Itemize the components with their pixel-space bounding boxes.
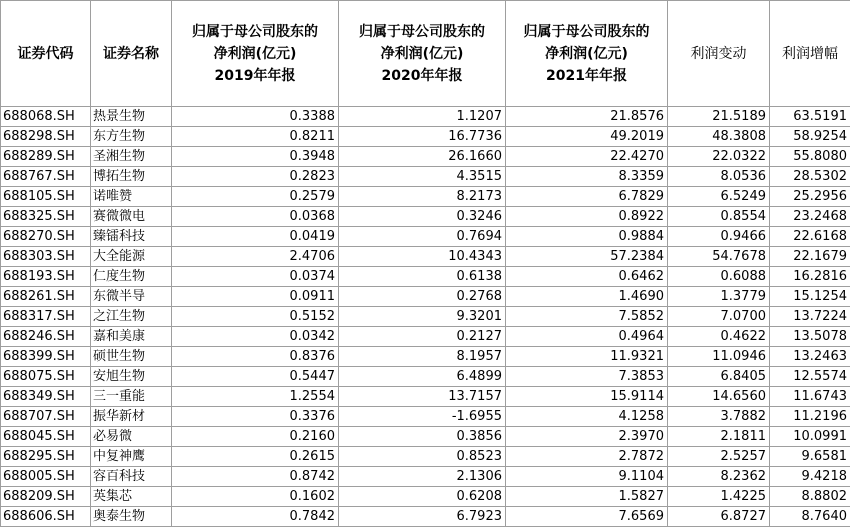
header-profit-2020-line2: 净利润(亿元) bbox=[342, 43, 502, 65]
table-row bbox=[1, 367, 850, 387]
profit-2021-cell: 8.3359 bbox=[506, 167, 668, 187]
name-cell: 东微半导 bbox=[91, 287, 172, 307]
growth-cell: 13.2463 bbox=[770, 347, 850, 367]
profit-2020-cell: 13.7157 bbox=[339, 387, 506, 407]
growth-cell: 12.5574 bbox=[770, 367, 850, 387]
growth-cell: 8.8802 bbox=[770, 487, 850, 507]
name-cell: 东方生物 bbox=[91, 127, 172, 147]
name-cell: 奥泰生物 bbox=[91, 507, 172, 527]
name-cell: 中复神鹰 bbox=[91, 447, 172, 467]
header-profit-2020-line3: 2020年年报 bbox=[342, 65, 502, 87]
profit-2020-cell: 0.2768 bbox=[339, 287, 506, 307]
table-row bbox=[1, 267, 850, 287]
change-cell: 54.7678 bbox=[668, 247, 770, 267]
profit-2019-cell: 0.2823 bbox=[172, 167, 339, 187]
profit-2019-cell: 0.0342 bbox=[172, 327, 339, 347]
profit-2020-cell: 0.2127 bbox=[339, 327, 506, 347]
header-change bbox=[668, 1, 770, 107]
profit-2019-cell: 0.5447 bbox=[172, 367, 339, 387]
name-cell: 热景生物 bbox=[91, 107, 172, 127]
code-cell: 688270.SH bbox=[1, 227, 91, 247]
profit-2019-cell: 0.0419 bbox=[172, 227, 339, 247]
header-name bbox=[91, 1, 172, 107]
growth-cell: 63.5191 bbox=[770, 107, 850, 127]
table-row bbox=[1, 447, 850, 467]
growth-cell: 23.2468 bbox=[770, 207, 850, 227]
change-cell: 0.4622 bbox=[668, 327, 770, 347]
growth-cell: 13.7224 bbox=[770, 307, 850, 327]
change-cell: 1.4225 bbox=[668, 487, 770, 507]
change-cell: 7.0700 bbox=[668, 307, 770, 327]
profit-2021-cell: 11.9321 bbox=[506, 347, 668, 367]
profit-2020-cell: 0.8523 bbox=[339, 447, 506, 467]
change-cell: 21.5189 bbox=[668, 107, 770, 127]
profit-2019-cell: 0.3388 bbox=[172, 107, 339, 127]
growth-cell: 16.2816 bbox=[770, 267, 850, 287]
growth-cell: 11.6743 bbox=[770, 387, 850, 407]
profit-2021-cell: 0.9884 bbox=[506, 227, 668, 247]
code-cell: 688399.SH bbox=[1, 347, 91, 367]
profit-2021-cell: 7.3853 bbox=[506, 367, 668, 387]
profit-2021-cell: 0.4964 bbox=[506, 327, 668, 347]
change-cell: 8.2362 bbox=[668, 467, 770, 487]
table-row bbox=[1, 407, 850, 427]
change-cell: 2.1811 bbox=[668, 427, 770, 447]
change-cell: 6.5249 bbox=[668, 187, 770, 207]
code-cell: 688707.SH bbox=[1, 407, 91, 427]
growth-cell: 8.7640 bbox=[770, 507, 850, 527]
header-code bbox=[1, 1, 91, 107]
table-row bbox=[1, 187, 850, 207]
profit-2019-cell: 0.2615 bbox=[172, 447, 339, 467]
table-row bbox=[1, 507, 850, 527]
name-cell: 嘉和美康 bbox=[91, 327, 172, 347]
profit-2019-cell: 0.0368 bbox=[172, 207, 339, 227]
table-row bbox=[1, 487, 850, 507]
table-row bbox=[1, 287, 850, 307]
profit-2019-cell: 0.3376 bbox=[172, 407, 339, 427]
name-cell: 英集芯 bbox=[91, 487, 172, 507]
change-cell: 11.0946 bbox=[668, 347, 770, 367]
header-code-label: 证券代码 bbox=[18, 46, 74, 62]
code-cell: 688325.SH bbox=[1, 207, 91, 227]
header-growth bbox=[770, 1, 850, 107]
profit-2020-cell: 26.1660 bbox=[339, 147, 506, 167]
profit-2020-cell: 6.7923 bbox=[339, 507, 506, 527]
change-cell: 0.6088 bbox=[668, 267, 770, 287]
growth-cell: 55.8080 bbox=[770, 147, 850, 167]
change-cell: 8.0536 bbox=[668, 167, 770, 187]
growth-cell: 10.0991 bbox=[770, 427, 850, 447]
name-cell: 博拓生物 bbox=[91, 167, 172, 187]
profit-2020-cell: 6.4899 bbox=[339, 367, 506, 387]
code-cell: 688193.SH bbox=[1, 267, 91, 287]
profit-2020-cell: 9.3201 bbox=[339, 307, 506, 327]
table-row bbox=[1, 147, 850, 167]
name-cell: 硕世生物 bbox=[91, 347, 172, 367]
name-cell: 仁度生物 bbox=[91, 267, 172, 287]
profit-2019-cell: 0.3948 bbox=[172, 147, 339, 167]
name-cell: 振华新材 bbox=[91, 407, 172, 427]
header-profit-2021-line1: 归属于母公司股东的 bbox=[509, 21, 664, 43]
code-cell: 688295.SH bbox=[1, 447, 91, 467]
profit-2021-cell: 9.1104 bbox=[506, 467, 668, 487]
profit-2020-cell: 0.3856 bbox=[339, 427, 506, 447]
table-row bbox=[1, 327, 850, 347]
table-row bbox=[1, 207, 850, 227]
table-row bbox=[1, 347, 850, 367]
code-cell: 688317.SH bbox=[1, 307, 91, 327]
profit-2019-cell: 2.4706 bbox=[172, 247, 339, 267]
code-cell: 688045.SH bbox=[1, 427, 91, 447]
profit-2020-cell: 8.2173 bbox=[339, 187, 506, 207]
code-cell: 688105.SH bbox=[1, 187, 91, 207]
growth-cell: 9.4218 bbox=[770, 467, 850, 487]
header-row bbox=[1, 1, 850, 107]
table-row bbox=[1, 307, 850, 327]
growth-cell: 13.5078 bbox=[770, 327, 850, 347]
profit-2021-cell: 1.5827 bbox=[506, 487, 668, 507]
growth-cell: 22.6168 bbox=[770, 227, 850, 247]
profit-2021-cell: 1.4690 bbox=[506, 287, 668, 307]
header-profit-2021-line2: 净利润(亿元) bbox=[509, 43, 664, 65]
change-cell: 14.6560 bbox=[668, 387, 770, 407]
profit-2021-cell: 0.8922 bbox=[506, 207, 668, 227]
growth-cell: 25.2956 bbox=[770, 187, 850, 207]
profit-2019-cell: 0.2160 bbox=[172, 427, 339, 447]
table-row bbox=[1, 467, 850, 487]
profit-2021-cell: 0.6462 bbox=[506, 267, 668, 287]
profit-2021-cell: 4.1258 bbox=[506, 407, 668, 427]
profit-2020-cell: 0.7694 bbox=[339, 227, 506, 247]
profit-2021-cell: 7.6569 bbox=[506, 507, 668, 527]
change-cell: 1.3779 bbox=[668, 287, 770, 307]
code-cell: 688068.SH bbox=[1, 107, 91, 127]
name-cell: 容百科技 bbox=[91, 467, 172, 487]
profit-2019-cell: 1.2554 bbox=[172, 387, 339, 407]
profit-2021-cell: 7.5852 bbox=[506, 307, 668, 327]
profit-2021-cell: 2.7872 bbox=[506, 447, 668, 467]
header-change-label: 利润变动 bbox=[691, 46, 747, 62]
name-cell: 必易微 bbox=[91, 427, 172, 447]
change-cell: 6.8405 bbox=[668, 367, 770, 387]
profit-2019-cell: 0.8211 bbox=[172, 127, 339, 147]
table-row bbox=[1, 427, 850, 447]
name-cell: 三一重能 bbox=[91, 387, 172, 407]
growth-cell: 22.1679 bbox=[770, 247, 850, 267]
profit-2020-cell: 0.6138 bbox=[339, 267, 506, 287]
profit-2021-cell: 22.4270 bbox=[506, 147, 668, 167]
name-cell: 赛微微电 bbox=[91, 207, 172, 227]
code-cell: 688075.SH bbox=[1, 367, 91, 387]
table-body bbox=[1, 107, 850, 527]
change-cell: 6.8727 bbox=[668, 507, 770, 527]
growth-cell: 15.1254 bbox=[770, 287, 850, 307]
table-row bbox=[1, 127, 850, 147]
header-profit-2019 bbox=[172, 1, 339, 107]
profit-2019-cell: 0.0911 bbox=[172, 287, 339, 307]
profit-2019-cell: 0.7842 bbox=[172, 507, 339, 527]
header-profit-2019-line3: 2019年年报 bbox=[175, 65, 335, 87]
profit-2019-cell: 0.1602 bbox=[172, 487, 339, 507]
change-cell: 2.5257 bbox=[668, 447, 770, 467]
table-row bbox=[1, 247, 850, 267]
profit-2020-cell: 2.1306 bbox=[339, 467, 506, 487]
change-cell: 22.0322 bbox=[668, 147, 770, 167]
change-cell: 0.9466 bbox=[668, 227, 770, 247]
growth-cell: 9.6581 bbox=[770, 447, 850, 467]
code-cell: 688005.SH bbox=[1, 467, 91, 487]
profit-2020-cell: 0.6208 bbox=[339, 487, 506, 507]
profit-2020-cell: 10.4343 bbox=[339, 247, 506, 267]
growth-cell: 28.5302 bbox=[770, 167, 850, 187]
table-row bbox=[1, 387, 850, 407]
header-profit-2021-line3: 2021年年报 bbox=[509, 65, 664, 87]
profit-2019-cell: 0.0374 bbox=[172, 267, 339, 287]
profit-2021-cell: 49.2019 bbox=[506, 127, 668, 147]
name-cell: 之江生物 bbox=[91, 307, 172, 327]
code-cell: 688303.SH bbox=[1, 247, 91, 267]
profit-2020-cell: 1.1207 bbox=[339, 107, 506, 127]
code-cell: 688298.SH bbox=[1, 127, 91, 147]
header-profit-2020-line1: 归属于母公司股东的 bbox=[342, 21, 502, 43]
code-cell: 688767.SH bbox=[1, 167, 91, 187]
name-cell: 诺唯赞 bbox=[91, 187, 172, 207]
change-cell: 3.7882 bbox=[668, 407, 770, 427]
table-row bbox=[1, 167, 850, 187]
profit-2021-cell: 21.8576 bbox=[506, 107, 668, 127]
profit-2019-cell: 0.8376 bbox=[172, 347, 339, 367]
profit-2021-cell: 15.9114 bbox=[506, 387, 668, 407]
header-profit-2020 bbox=[339, 1, 506, 107]
code-cell: 688606.SH bbox=[1, 507, 91, 527]
growth-cell: 11.2196 bbox=[770, 407, 850, 427]
profit-2020-cell: -1.6955 bbox=[339, 407, 506, 427]
header-name-label: 证券名称 bbox=[103, 46, 159, 62]
code-cell: 688349.SH bbox=[1, 387, 91, 407]
profit-2021-cell: 6.7829 bbox=[506, 187, 668, 207]
code-cell: 688289.SH bbox=[1, 147, 91, 167]
profit-2020-cell: 8.1957 bbox=[339, 347, 506, 367]
name-cell: 大全能源 bbox=[91, 247, 172, 267]
profit-2019-cell: 0.8742 bbox=[172, 467, 339, 487]
growth-cell: 58.9254 bbox=[770, 127, 850, 147]
header-profit-2019-line1: 归属于母公司股东的 bbox=[175, 21, 335, 43]
header-profit-2021 bbox=[506, 1, 668, 107]
table-row bbox=[1, 227, 850, 247]
profit-2019-cell: 0.5152 bbox=[172, 307, 339, 327]
profit-2021-cell: 57.2384 bbox=[506, 247, 668, 267]
change-cell: 48.3808 bbox=[668, 127, 770, 147]
code-cell: 688209.SH bbox=[1, 487, 91, 507]
header-growth-label: 利润增幅 bbox=[782, 46, 838, 62]
header-profit-2019-line2: 净利润(亿元) bbox=[175, 43, 335, 65]
name-cell: 臻镭科技 bbox=[91, 227, 172, 247]
change-cell: 0.8554 bbox=[668, 207, 770, 227]
profit-2021-cell: 2.3970 bbox=[506, 427, 668, 447]
profit-2020-cell: 0.3246 bbox=[339, 207, 506, 227]
code-cell: 688246.SH bbox=[1, 327, 91, 347]
profit-2020-cell: 4.3515 bbox=[339, 167, 506, 187]
profit-2020-cell: 16.7736 bbox=[339, 127, 506, 147]
name-cell: 圣湘生物 bbox=[91, 147, 172, 167]
name-cell: 安旭生物 bbox=[91, 367, 172, 387]
code-cell: 688261.SH bbox=[1, 287, 91, 307]
profit-2019-cell: 0.2579 bbox=[172, 187, 339, 207]
table-row bbox=[1, 107, 850, 127]
